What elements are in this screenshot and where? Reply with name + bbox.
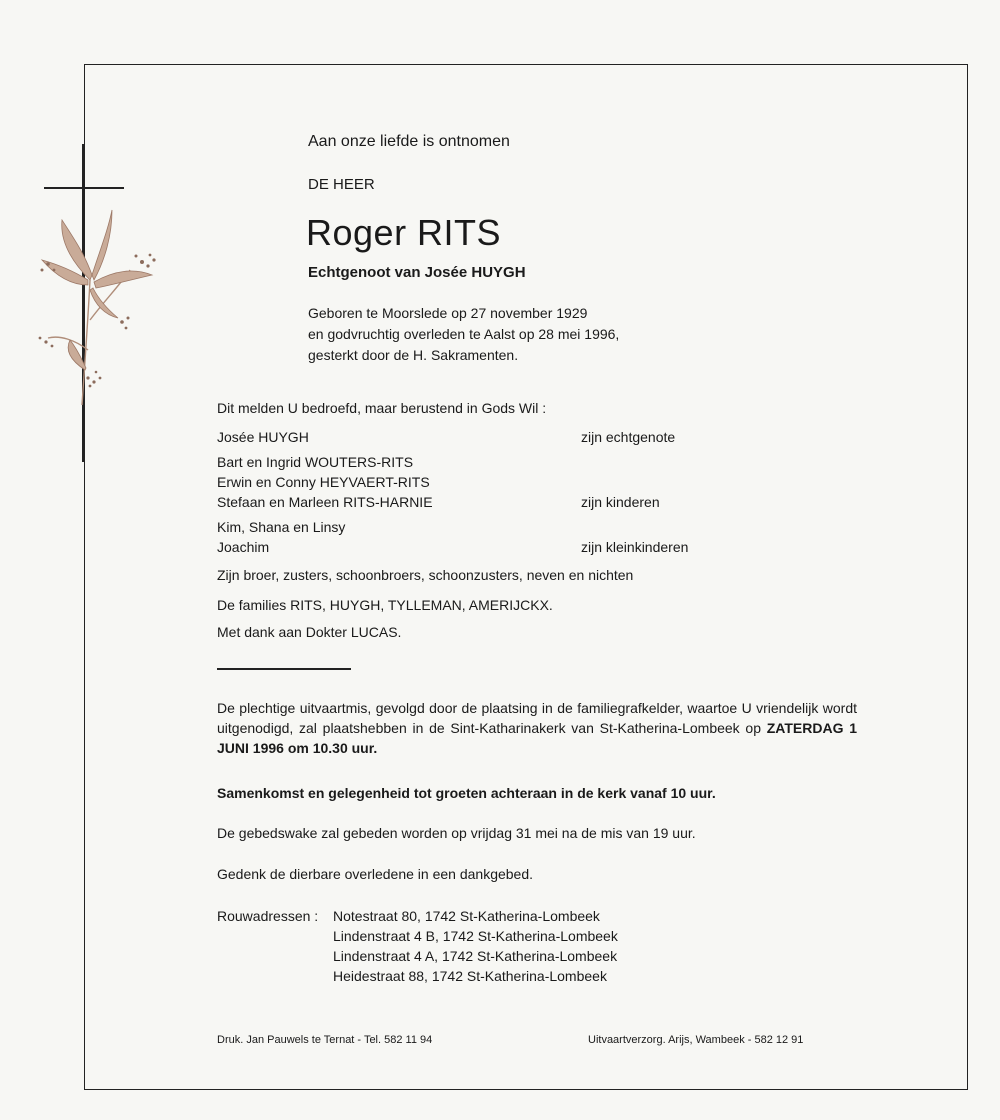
family-name: Joachim xyxy=(217,539,270,555)
address-line: Lindenstraat 4 B, 1742 St-Katherina-Lombeek xyxy=(333,928,618,944)
divider xyxy=(217,668,351,670)
funeral-date: ZATERDAG 1 JUNI 1996 om 10.30 uur. xyxy=(217,720,857,756)
addresses-label: Rouwadressen : xyxy=(217,908,319,924)
relatives-line: Zijn broer, zusters, schoonbroers, schoonzusters, neven en nichten xyxy=(217,567,634,583)
address-line: Lindenstraat 4 A, 1742 St-Katherina-Lombeek xyxy=(333,948,618,964)
family-name: Erwin en Conny HEYVAERT-RITS xyxy=(217,474,430,490)
gathering-line: Samenkomst en gelegenheid tot groeten achteraan in de kerk vanaf 10 uur. xyxy=(217,785,716,801)
families-line: De families RITS, HUYGH, TYLLEMAN, AMERIJCKX. xyxy=(217,597,553,613)
death-line: en godvruchtig overleden te Aalst op 28 mei 1996, xyxy=(308,326,620,342)
title-line: DE HEER xyxy=(308,176,375,193)
family-name: Kim, Shana en Linsy xyxy=(217,519,346,535)
family-name: Bart en Ingrid WOUTERS-RITS xyxy=(217,454,414,470)
intro-line: Aan onze liefde is ontnomen xyxy=(308,133,510,150)
birth-line: Geboren te Moorslede op 27 november 1929 xyxy=(308,305,588,321)
wake-line: De gebedswake zal gebeden worden op vrijdag 31 mei na de mis van 19 uur. xyxy=(217,825,696,841)
family-role: zijn kinderen xyxy=(581,494,660,510)
funeral-paragraph xyxy=(217,698,857,758)
remember-line: Gedenk de dierbare overledene in een dankgebed. xyxy=(217,866,534,882)
undertaker-credit: Uitvaartverzorg. Arijs, Wambeek - 582 12 91 xyxy=(588,1034,804,1046)
spouse-line: Echtgenoot van Josée HUYGH xyxy=(308,264,526,281)
family-role: zijn echtgenote xyxy=(581,429,676,445)
lily-flower-icon xyxy=(30,200,170,415)
deceased-name: Roger RITS xyxy=(306,212,502,253)
family-name: Stefaan en Marleen RITS-HARNIE xyxy=(217,494,433,510)
address-line: Notestraat 80, 1742 St-Katherina-Lombeek xyxy=(333,908,600,924)
sacraments-line: gesterkt door de H. Sakramenten. xyxy=(308,347,519,363)
announce-line: Dit melden U bedroefd, maar berustend in Gods Wil : xyxy=(217,400,547,416)
funeral-text: De plechtige uitvaartmis, gevolgd door de plaatsing in de familiegrafkelder, waartoe U vriendelijk wordt uitgenodigd, zal plaatshebben in de Sint-Katharinakerk van St-Katherina-Lombeek op xyxy=(217,700,857,736)
address-line: Heidestraat 88, 1742 St-Katherina-Lombeek xyxy=(333,968,607,984)
printer-credit: Druk. Jan Pauwels te Ternat - Tel. 582 11 94 xyxy=(217,1034,433,1046)
family-role: zijn kleinkinderen xyxy=(581,539,689,555)
thanks-line: Met dank aan Dokter LUCAS. xyxy=(217,624,402,640)
cross-bar xyxy=(44,187,124,189)
family-name: Josée HUYGH xyxy=(217,429,309,445)
